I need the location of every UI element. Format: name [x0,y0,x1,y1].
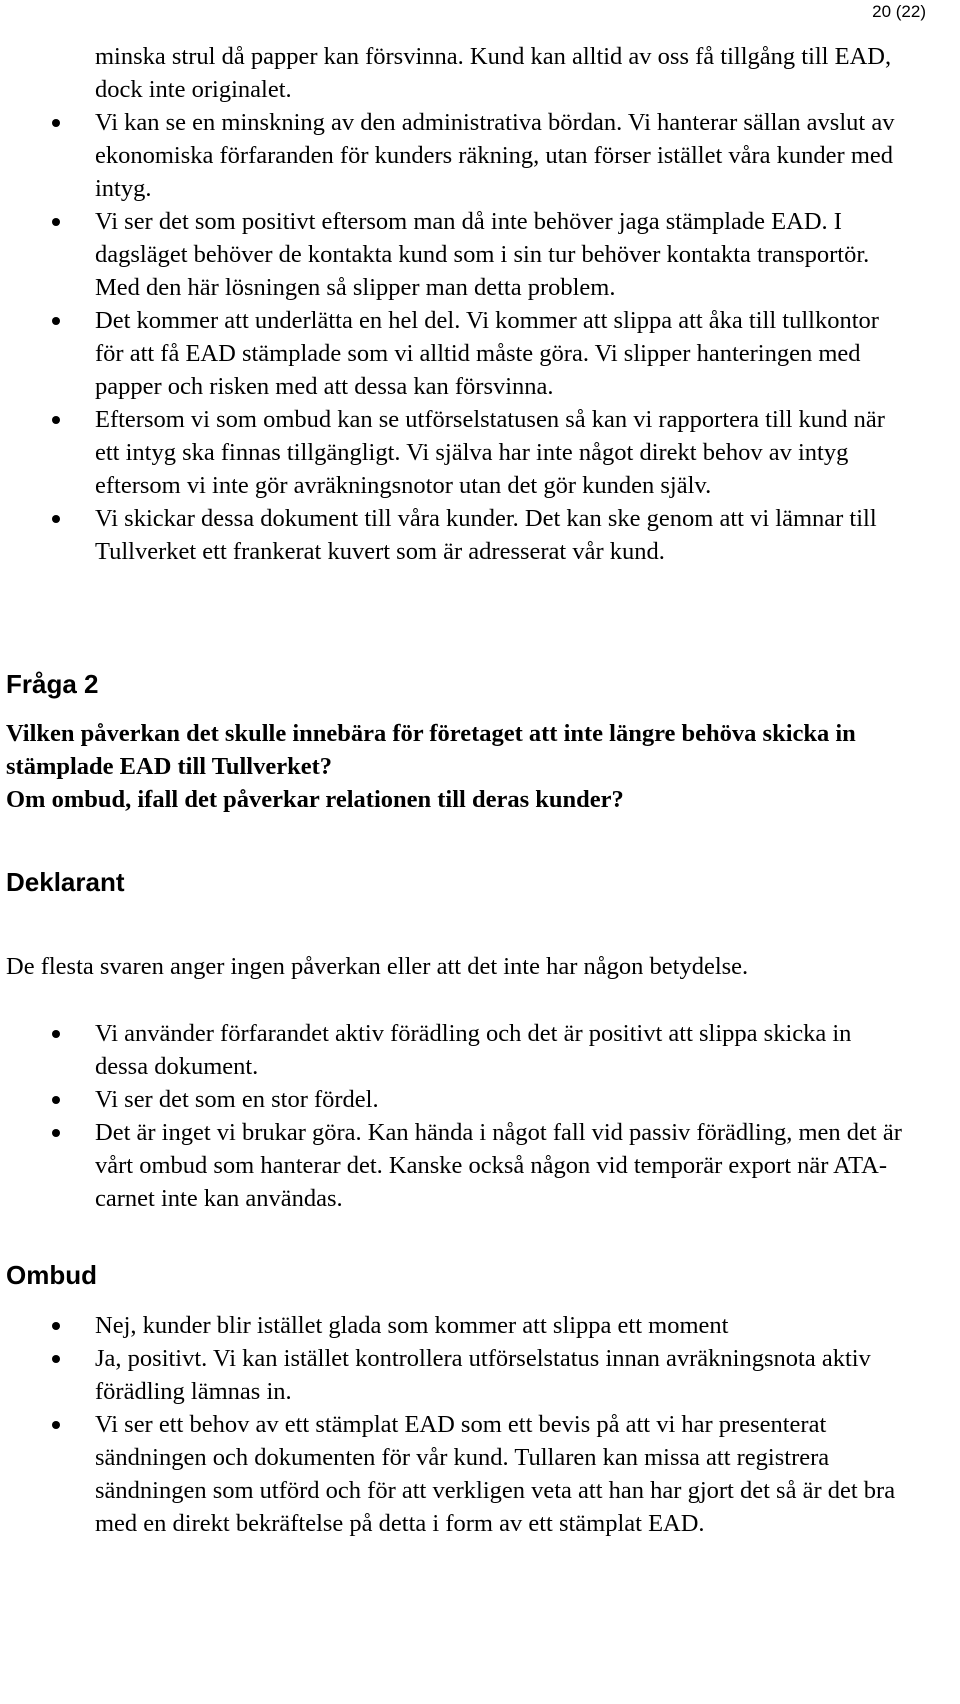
top-bullet-list [0,40,905,568]
list-item: Ja, positivt. Vi kan istället kontrollera utförselstatus innan avräkningsnota aktiv förädling lämnas in. [0,1342,910,1408]
question-section [0,668,960,700]
question-line: Om ombud, ifall det påverkar relationen till deras kunder? [6,786,624,813]
ombud-list [0,1309,910,1540]
list-item: Vi använder förfarandet aktiv förädling och det är positivt att slippa skicka in dessa dokument. [0,1017,905,1083]
list-item: Vi kan se en minskning av den administrativa bördan. Vi hanterar sällan avslut av ekonomiska förfaranden för kunders räkning, utan förser istället våra kunder med intyg. [0,106,905,205]
deklarant-summary-block [0,950,910,983]
list-item: Vi skickar dessa dokument till våra kunder. Det kan ske genom att vi lämnar till Tullverket ett frankerat kuvert som är adresserat vår kund. [0,502,905,568]
ombud-heading: Ombud [6,1260,97,1290]
question-line: Vilken påverkan det skulle innebära för företaget att inte längre behöva skicka in stämplade EAD till Tullverket? [6,720,856,780]
list-item: Det är inget vi brukar göra. Kan hända i något fall vid passiv förädling, men det är vårt ombud som hanterar det. Kanske också någon vid temporär export när ATA-carnet inte kan användas. [0,1116,905,1215]
ombud-list-block [0,1309,910,1540]
list-item: Vi ser det som positivt eftersom man då inte behöver jaga stämplade EAD. I dagsläget behöver de kontakta kund som i sin tur behöver kontakta transportör. Med den här lösningen så slipper man detta problem. [0,205,905,304]
top-list [0,40,905,568]
deklarant-summary: De flesta svaren anger ingen påverkan eller att det inte har någon betydelse. [6,953,749,980]
deklarant-heading: Deklarant [6,867,125,897]
list-item: minska strul då papper kan försvinna. Kund kan alltid av oss få tillgång till EAD, dock inte originalet. [95,43,892,103]
page-number: 20 (22) [872,2,926,21]
list-item: Vi ser ett behov av ett stämplat EAD som ett bevis på att vi har presenterat sändningen och dokumenten för vår kund. Tullaren kan missa att registrera sändningen som utförd och för att verkligen veta att han har gjort det så är det bra med en direkt bekräftelse på detta i form av ett stämplat EAD. [0,1408,910,1540]
list-item: Nej, kunder blir istället glada som kommer att slippa ett moment [0,1309,910,1342]
deklarant-list [0,1017,905,1215]
list-item: Det kommer att underlätta en hel del. Vi kommer att slippa att åka till tullkontor för att få EAD stämplade som vi alltid måste göra. Vi slipper hanteringen med papper och risken med att dessa kan försvinna. [0,304,905,403]
question-text [0,717,900,816]
ombud-section [0,1259,960,1291]
list-item: Eftersom vi som ombud kan se utförselstatusen så kan vi rapportera till kund när ett intyg ska finnas tillgängligt. Vi själva har inte något direkt behov av intyg eftersom vi inte gör avräkningsnotor utan det gör kunden själv. [0,403,905,502]
question-heading: Fråga 2 [6,669,99,699]
deklarant-section [0,866,960,898]
deklarant-list-block [0,1017,905,1215]
list-item: Vi ser det som en stor fördel. [0,1083,905,1116]
